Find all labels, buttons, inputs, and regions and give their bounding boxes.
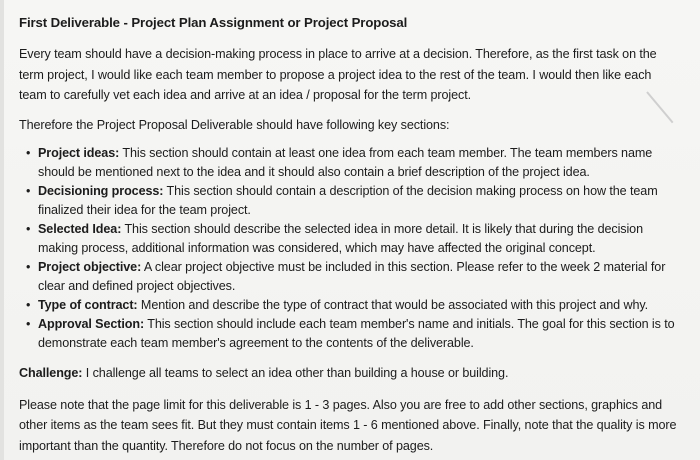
section-term: Project ideas: [38,146,120,160]
list-item-project-ideas [19,144,680,182]
bullet-icon: • [26,222,31,236]
page-limit-note: Please note that the page limit for this deliverable is 1 - 3 pages. Also you are free to add other sections, graphics and other items as the team sees fit. But they must contain items 1 - 6 mentioned above. Finally, note that the quality is more important than the quantity. Therefore do not focus on the number of pages. [19,397,677,453]
section-description: This section should include each team member's name and initials. The goal for this section is to demonstrate each team member's agreement to the contents of the deliverable. [38,317,675,350]
challenge-text: I challenge all teams to select an idea other than building a house or building. [82,366,509,380]
bullet-icon: • [26,146,31,160]
list-item-type-of-contract [19,296,680,315]
bullet-icon: • [26,317,31,331]
challenge-paragraph [19,363,680,384]
section-term: Selected Idea: [38,222,122,236]
list-item-approval-section [19,315,680,353]
section-term: Project objective: [38,260,142,274]
sections-lead-paragraph: Therefore the Project Proposal Deliverable should have following key sections: [19,117,450,132]
bullet-icon: • [26,298,31,312]
bullet-icon: • [26,260,31,274]
list-item-selected-idea [19,220,680,258]
page-title: First Deliverable - Project Plan Assignment or Project Proposal [19,15,408,30]
challenge-label: Challenge: [19,366,83,380]
section-term: Decisioning process: [38,184,164,198]
section-term: Approval Section: [38,317,145,331]
section-description: A clear project objective must be included in this section. Please refer to the week 2 material for clear and defined project objectives. [38,260,666,293]
bullet-icon: • [26,184,31,198]
section-description: This section should contain at least one idea from each team member. The team members name should be mentioned next to the idea and it should also contain a brief description of the project idea. [38,146,653,179]
page-edge-shadow [0,0,4,460]
intro-paragraph: Every team should have a decision-making process in place to arrive at a decision. Therefore, as the first task on the term project, I would like each team member to propose a project idea to the rest of the team. I would then like each team to carefully vet each idea and arrive at an idea / proposal for the term project. [19,47,657,102]
list-item-project-objective [19,258,680,296]
list-item-decisioning-process [19,182,680,220]
section-description: This section should contain a description of the decision making process on how the team finalized their idea for the team project. [38,184,658,217]
section-description: This section should describe the selected idea in more detail. It is likely that during the decision making process, additional information was considered, which may have affected the original concept. [38,222,643,255]
section-description: Mention and describe the type of contract that would be associated with this project and why. [137,298,649,312]
key-sections-list [19,144,680,353]
section-term: Type of contract: [38,298,138,312]
